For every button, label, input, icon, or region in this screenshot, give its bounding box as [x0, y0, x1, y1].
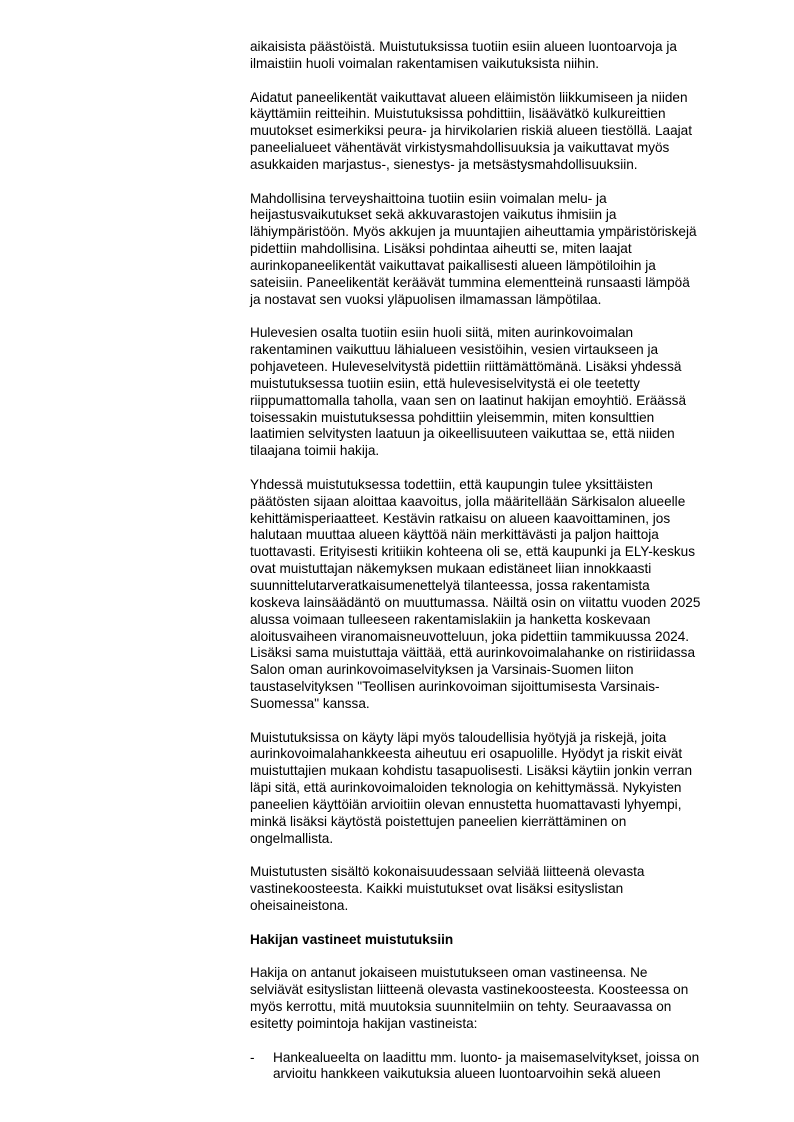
- text-line: Salon oman aurinkovoimaselvityksen ja Varsinais-Suomen liiton: [250, 662, 634, 678]
- text-line: rakentaminen vaikuttuu lähialueen vesistöihin, vesien virtaukseen ja: [250, 342, 659, 358]
- text-line: Hulevesien osalta tuotiin esiin huoli siitä, miten aurinkovoimalan: [250, 325, 634, 341]
- text-line: asukkaiden marjastus-, sienestys- ja metsästysmahdollisuuksiin.: [250, 156, 638, 172]
- paragraph: [250, 39, 750, 73]
- text-line: pohjaveteen. Huleveselvitystä pidettiin riittämättömänä. Lisäksi yhdessä: [250, 359, 682, 375]
- text-line: Suomessa" kanssa.: [250, 695, 370, 711]
- paragraph: [250, 90, 750, 174]
- text-line: Muistutusten sisältö kokonaisuudessaan selviää liitteenä olevasta: [250, 864, 645, 880]
- text-line: vastinekoosteesta. Kaikki muistutukset ovat lisäksi esityslistan: [250, 881, 624, 897]
- text-line: myös kerrottu, mitä muutoksia suunnitelmiin on tehty. Seuraavassa on: [250, 999, 672, 1015]
- bullet-item: [250, 1050, 750, 1084]
- text-line: tuottavasti. Erityisesti kritiikin kohteena oli se, että kaupunki ja ELY-keskus: [250, 544, 696, 560]
- text-line: toisessakin muistutuksessa pohdittiin yleisemmin, miten konsulttien: [250, 409, 655, 425]
- paragraph: [250, 864, 750, 915]
- paragraph: [250, 191, 750, 309]
- text-line: alussa voimaan tulleeseen rakentamislakiin ja hanketta koskevaan: [250, 611, 651, 627]
- text-line: muistuttajien mukaan kohdistu tasapuolisesti. Lisäksi käytiin jonkin verran: [250, 763, 693, 779]
- text-line: taustaselvityksen "Teollisen aurinkovoiman sijoittumisesta Varsinais-: [250, 679, 660, 695]
- paragraph: [250, 477, 750, 713]
- text-line: kehittämisperiaatteet. Kestävin ratkaisu on alueen kaavoittaminen, jos: [250, 510, 671, 526]
- text-line: Mahdollisina terveyshaittoina tuotiin esiin voimalan melu- ja: [250, 190, 607, 206]
- text-line: tilaajana toimii hakija.: [250, 443, 380, 459]
- text-line: riippumattomalla taholla, vaan sen on laatinut hakijan emoyhtiö. Eräässä: [250, 392, 687, 408]
- text-line: suunnittelutarveratkaisumenettelyä tilanteessa, jossa rakentamista: [250, 578, 650, 593]
- text-line: arvioitu hankkeen vaikutuksia alueen luontoarvoihin sekä alueen: [273, 1066, 661, 1082]
- text-line: aurinkopaneelikentät vaikuttavat paikallisesti alueen lämpötiloihin ja: [250, 257, 656, 273]
- paragraph: [250, 730, 750, 848]
- text-line: päätösten sijaan aloittaa kaavoitus, jolla määritellään Särkisalon alueelle: [250, 493, 686, 509]
- text-line: ongelmallista.: [250, 830, 334, 846]
- text-line: halutaan muuttaa alueen käyttöä näin merkittävästi ja paljon haittoja: [250, 527, 659, 543]
- text-line: ja nostavat sen vuoksi yläpuolisen ilmamassan lämpötilaa.: [250, 291, 602, 307]
- text-line: Yhdessä muistutuksessa todettiin, että kaupungin tulee yksittäisten: [250, 476, 653, 492]
- text-line: Muistutuksissa on käyty läpi myös taloudellisia hyötyjä ja riskejä, joita: [250, 729, 667, 745]
- text-line: laatimien selvitysten laatuun ja oikeellisuuteen vaikuttaa se, että niiden: [250, 426, 675, 442]
- text-line: aurinkovoimalahankkeesta aiheutuu eri osapuolille. Hyödyt ja riskit eivät: [250, 746, 683, 762]
- text-line: Lisäksi sama muistuttaja väittää, että aurinkovoimalahanke on ristiriidassa: [250, 645, 696, 661]
- text-line: esitetty poimintoja hakijan vastineista:: [250, 1015, 478, 1031]
- text-line: sateisiin. Paneelikentät keräävät tummina elementteinä runsaasti lämpöä: [250, 274, 690, 290]
- text-line: selviävät esityslistan liitteenä olevasta vastinekoosteesta. Koosteessa on: [250, 982, 689, 998]
- text-line: oheisaineistona.: [250, 898, 349, 914]
- text-line: minkä lisäksi käytöstä poistettujen paneelien kierrättäminen on: [250, 813, 627, 829]
- text-line: heijastusvaikutukset sekä akkuvarastojen vaikutus ihmisiin ja: [250, 207, 617, 223]
- paragraph: [250, 965, 750, 1032]
- text-line: lähiympäristöön. Myös akkujen ja muuntajien aiheuttamia ympäristöriskejä: [250, 224, 697, 240]
- section-heading: Hakijan vastineet muistutuksiin: [250, 931, 454, 947]
- text-line: käyttämiin reitteihin. Muistutuksissa pohdittiin, lisäävätkö kulkureittien: [250, 106, 666, 122]
- paragraph: [250, 325, 750, 460]
- text-line: läpi sitä, että aurinkovoimaloiden teknologia on kehittymässä. Nykyisten: [250, 780, 682, 796]
- text-line: Hankealueelta on laadittu mm. luonto- ja maisemaselvitykset, joissa on: [273, 1049, 700, 1065]
- text-line: muutokset esimerkiksi peura- ja hirvikolarien riskiä alueen tiestöllä. Laajat: [250, 123, 692, 139]
- text-line: aloitusvaiheen viranomaisneuvotteluun, joka pidettiin tammikuussa 2024.: [250, 628, 690, 644]
- document-page: [250, 39, 750, 1100]
- text-line: koskeva lainsäädäntö on muuttumassa. Näiltä osin on viitattu vuoden 2025: [250, 594, 701, 610]
- text-line: Aidatut paneelikentät vaikuttavat alueen eläimistön liikkumiseen ja niiden: [250, 89, 688, 105]
- text-line: Hakija on antanut jokaiseen muistutukseen oman vastineensa. Ne: [250, 965, 648, 981]
- bullet-marker: -: [250, 1049, 255, 1065]
- text-line: ilmaistiin huoli voimalan rakentamisen vaikutuksista niihin.: [250, 55, 600, 71]
- text-line: aikaisista päästöistä. Muistutuksissa tuotiin esiin alueen luontoarvoja ja: [250, 39, 677, 54]
- text-line: paneelien käyttöiän arvioitiin olevan ennustetta huomattavasti lyhyempi,: [250, 796, 682, 812]
- text-line: muistutuksessa tuotiin esiin, että hulevesiselvitystä ei ole teetetty: [250, 375, 640, 391]
- text-line: ovat muistuttajan näkemyksen mukaan edistäneet liian innokkaasti: [250, 561, 652, 577]
- text-line: paneelialueet vähentävät virkistysmahdollisuuksia ja vaikuttavat myös: [250, 140, 670, 156]
- text-line: pidettiin mahdollisina. Lisäksi pohdintaa aiheutti se, miten laajat: [250, 241, 632, 257]
